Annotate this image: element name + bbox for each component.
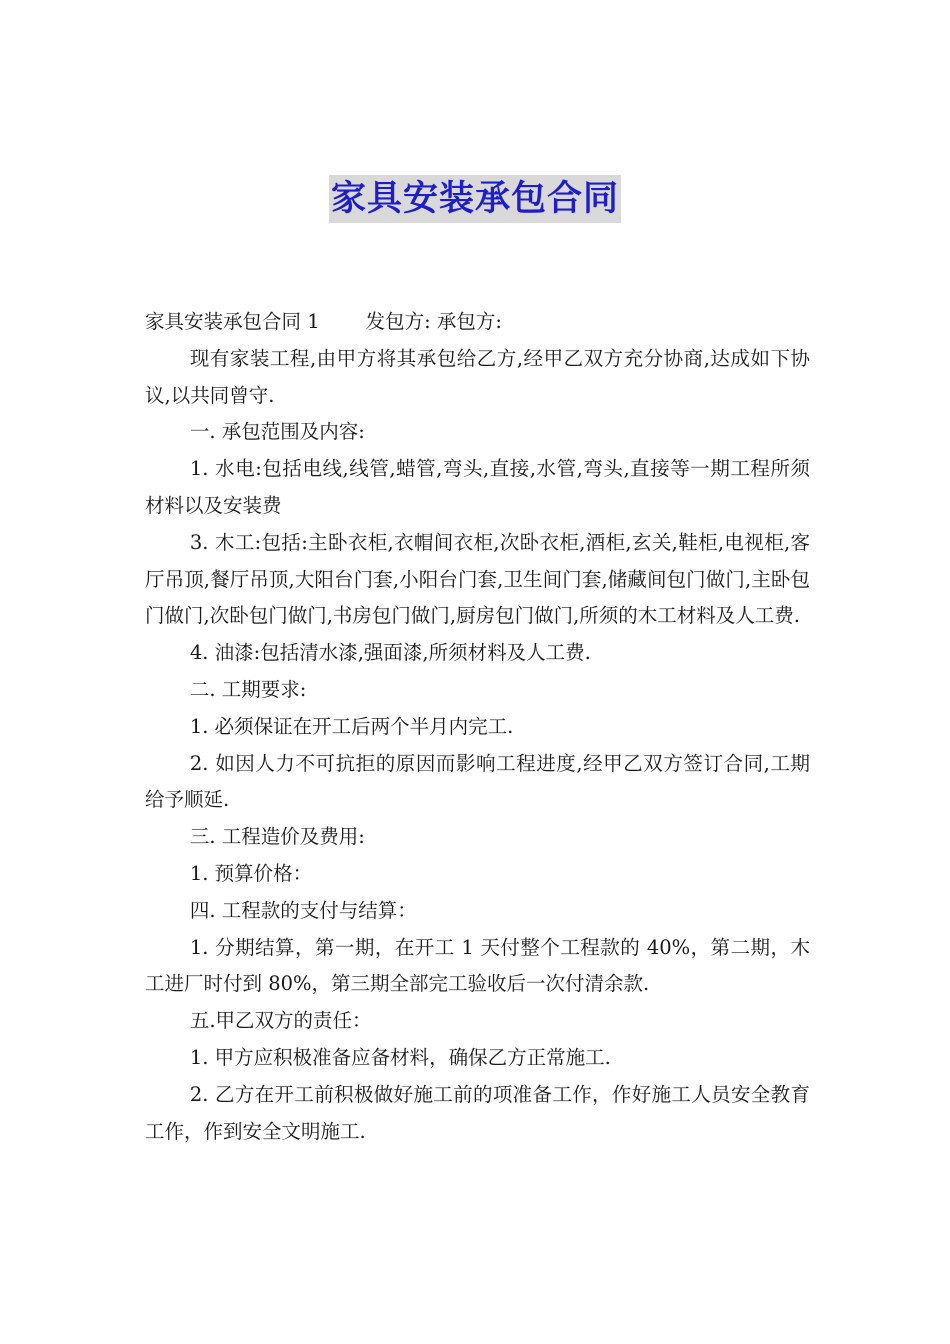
scope-item-plumbing: 1. 水电:包括电线,线管,蜡管,弯头,直接,水管,弯头,直接等一期工程所须材料以及安装费 [145,457,810,517]
responsibility-item-1: 1. 甲方应积极准备应备材料，确保乙方正常施工. [189,1045,611,1069]
scope-item-carpentry: 3. 木工:包括:主卧衣柜,衣帽间衣柜,次卧衣柜,酒柜,玄关,鞋柜,电视柜,客厅吊顶,餐厅吊顶,大阳台门套,小阳台门套,卫生间门套,储藏间包门做门,主卧包门做门,次卧包门做门,书房包门做门,厨房包门做门,所须的木工材料及人工费. [145,530,810,628]
cost-item-1: 1. 预算价格： [189,861,313,885]
responsibility-item-2: 2. 乙方在开工前积极做好施工前的项准备工作，作好施工人员安全教育工作，作到安全文明施工. [145,1082,810,1143]
parties-line: 发包方: 承包方: [365,310,502,333]
section-heading-schedule: 二. 工期要求: [189,677,307,701]
payment-item-1: 1. 分期结算，第一期，在开工 1 天付整个工程款的 40%，第二期，木工进厂时付到 80%，第三期全部完工验收后一次付清余款. [145,935,810,996]
schedule-item-2: 2. 如因人力不可抗拒的原因而影响工程进度,经甲乙双方签订合同,工期给予顺延. [145,751,810,812]
intro-paragraph: 现有家装工程,由甲方将其承包给乙方,经甲乙双方充分协商,达成如下协议,以共同曾守. [145,346,810,407]
section-heading-payment: 四. 工程款的支付与结算： [189,898,417,922]
document-body [145,304,810,1150]
heading-line [145,304,810,341]
schedule-item-1: 1. 必须保证在开工后两个半月内完工. [189,714,514,738]
contract-name: 家具安装承包合同 1 [145,310,320,333]
scope-item-paint: 4. 油漆:包括清水漆,强面漆,所须材料及人工费. [189,641,591,665]
title-container [0,175,950,223]
section-heading-scope: 一. 承包范围及内容: [189,420,365,444]
section-heading-responsibility: 五.甲乙双方的责任： [189,1009,372,1033]
document-title: 家具安装承包合同 [329,175,621,223]
section-heading-cost: 三. 工程造价及费用: [189,825,365,849]
